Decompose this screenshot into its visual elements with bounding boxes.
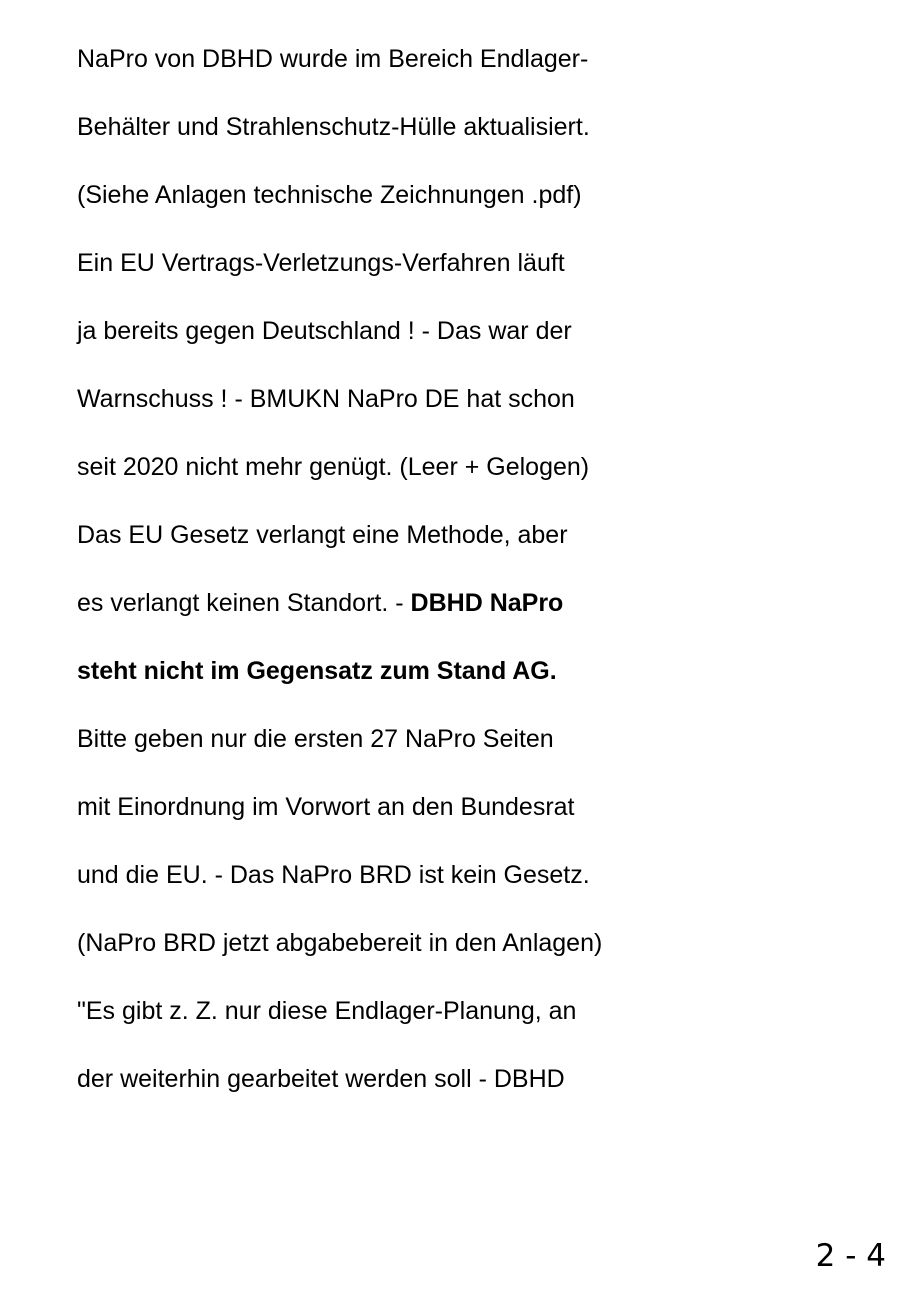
paragraph-5 (77, 994, 877, 1096)
text-line: und die EU. - Das NaPro BRD ist kein Gesetz. (77, 861, 590, 889)
text-line: (Siehe Anlagen technische Zeichnungen .pdf) (77, 181, 582, 209)
page-number: 2 - 4 (815, 1238, 886, 1274)
body-text (77, 42, 877, 1130)
text-line: es verlangt keinen Standort. - DBHD NaPro (77, 589, 564, 617)
text-line: Das EU Gesetz verlangt eine Methode, aber (77, 521, 568, 549)
text-line: mit Einordnung im Vorwort an den Bundesrat (77, 793, 575, 821)
text-line: (NaPro BRD jetzt abgabebereit in den Anlagen) (77, 929, 603, 957)
text-line: Warnschuss ! - BMUKN NaPro DE hat schon (77, 385, 575, 413)
text-line: ja bereits gegen Deutschland ! - Das war der (77, 317, 572, 345)
text-line: Behälter und Strahlenschutz-Hülle aktualisiert. (77, 113, 590, 141)
paragraph-4 (77, 722, 877, 960)
text-line: NaPro von DBHD wurde im Bereich Endlager- (77, 45, 589, 73)
paragraph-1 (77, 42, 877, 212)
bold-text: DBHD NaPro (410, 589, 564, 617)
text-line: Ein EU Vertrags-Verletzungs-Verfahren läuft (77, 249, 565, 277)
paragraph-3 (77, 518, 877, 688)
paragraph-2 (77, 246, 877, 484)
text-line: Bitte geben nur die ersten 27 NaPro Seiten (77, 725, 554, 753)
bold-text-line: steht nicht im Gegensatz zum Stand AG. (77, 657, 557, 685)
text-line: seit 2020 nicht mehr genügt. (Leer + Gelogen) (77, 453, 590, 481)
text-line: der weiterhin gearbeitet werden soll - DBHD (77, 1065, 565, 1093)
text-line: "Es gibt z. Z. nur diese Endlager-Planung, an (77, 997, 577, 1025)
